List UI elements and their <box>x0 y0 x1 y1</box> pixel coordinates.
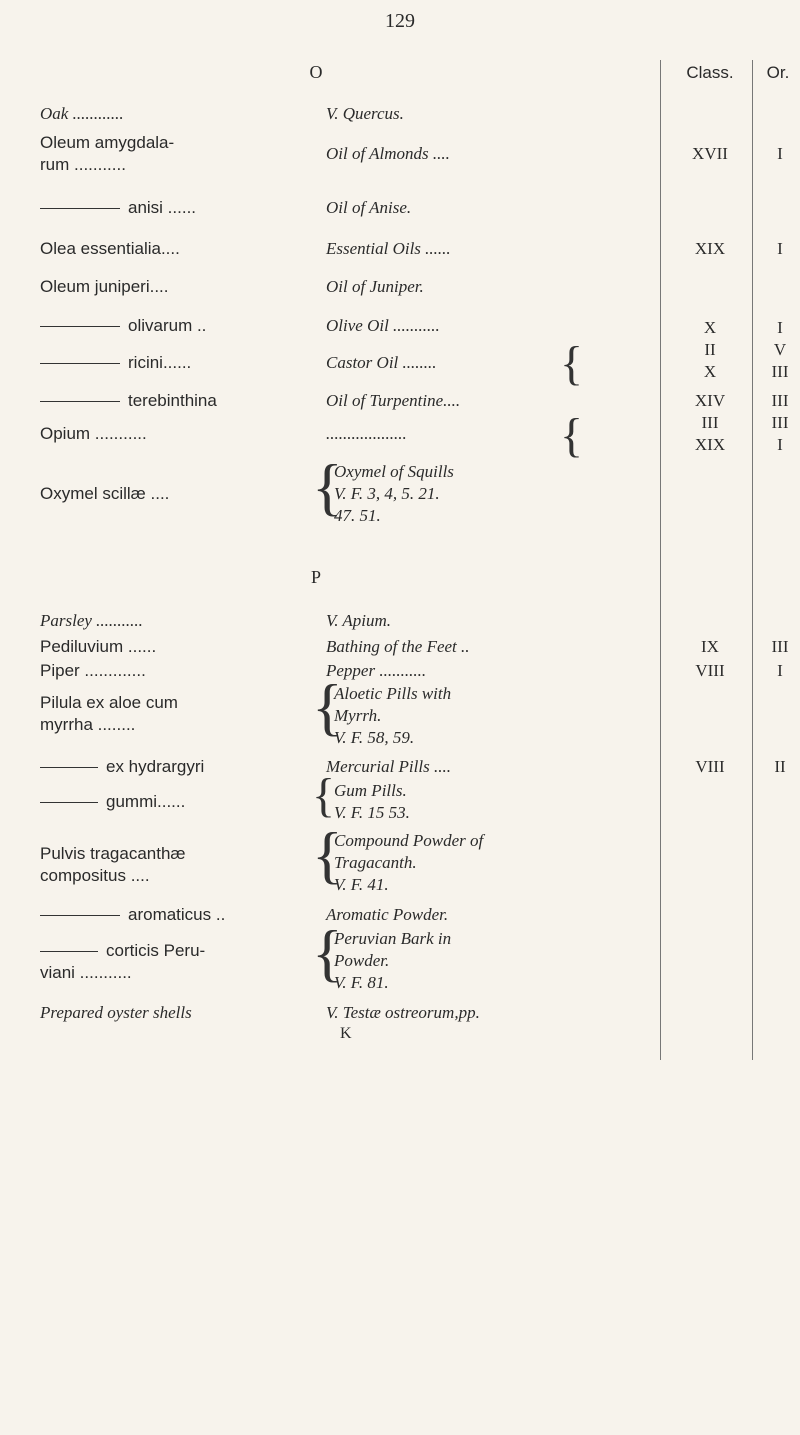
brace-icon: { <box>312 819 343 890</box>
page-number: 129 <box>385 10 415 32</box>
latin-name-text: anisi ...... <box>128 198 197 217</box>
latin-name: Oxymel scillæ .... <box>40 484 170 503</box>
column-rule-order <box>752 60 753 1060</box>
brace-icon: { <box>560 409 584 462</box>
english-name: Olive Oil ........... <box>326 316 440 335</box>
english-name: Oxymel of Squills V. F. 3, 4, 5. 21. 47. 51. <box>334 462 454 525</box>
latin-name: Olea essentialia.... <box>40 239 180 258</box>
english-name: Bathing of the Feet .. <box>326 637 470 656</box>
class-value: X <box>703 318 717 337</box>
class-value: IX <box>701 637 719 656</box>
latin-name: Pediluvium ...... <box>40 637 157 656</box>
brace-icon: { <box>312 671 343 742</box>
latin-name: Pulvis tragacanthæ compositus .... <box>40 844 186 885</box>
class-value: VIII <box>695 757 725 776</box>
order-value: III <box>771 391 789 410</box>
english-name: Oil of Juniper. <box>326 277 424 296</box>
latin-name-text: aromaticus .. <box>128 905 226 924</box>
english-name: Aromatic Powder. <box>326 905 449 924</box>
english-name: V. Testæ ostreorum,pp. <box>326 1003 480 1022</box>
english-name: Oil of Turpentine.... <box>326 391 461 410</box>
class-value: XIX <box>694 239 726 258</box>
class-value: VIII <box>695 661 725 680</box>
latin-name <box>40 756 320 778</box>
brace-icon: { <box>312 917 343 988</box>
class-value: III XIX <box>694 413 726 454</box>
english-name: Mercurial Pills .... <box>326 757 451 776</box>
english-name: Peruvian Bark in Powder. V. F. 81. <box>334 929 452 992</box>
latin-name: Piper ............. <box>40 661 146 680</box>
latin-name-text: terebinthina <box>128 391 217 410</box>
english-name: Essential Oils ...... <box>326 239 451 258</box>
english-name: ................... <box>326 424 407 443</box>
latin-name-text: gummi...... <box>106 792 186 811</box>
latin-name <box>40 390 320 412</box>
order-header: Or. <box>766 63 790 82</box>
latin-name: Parsley ........... <box>40 611 143 630</box>
english-name: Oil of Anise. <box>326 198 412 217</box>
latin-name <box>40 904 320 926</box>
latin-name-text: corticis Peru- viani ........... <box>40 941 206 982</box>
order-value: II <box>774 757 786 776</box>
latin-name <box>40 352 320 374</box>
latin-name: Opium ........... <box>40 424 147 443</box>
brace-icon: { <box>560 337 584 390</box>
latin-name: Pilula ex aloe cum myrrha ........ <box>40 693 178 734</box>
latin-name-text: ricini...... <box>128 353 192 372</box>
english-name: Gum Pills. V. F. 15 53. <box>334 781 410 822</box>
latin-name: Oleum amygdala- rum ........... <box>40 133 175 174</box>
class-header: Class. <box>686 63 734 82</box>
english-name: V. Quercus. <box>326 104 404 123</box>
latin-name <box>40 791 320 813</box>
english-name: Oil of Almonds .... <box>326 144 450 163</box>
class-value: XIV <box>694 391 726 410</box>
latin-name-text: ex hydrargyri <box>106 757 205 776</box>
latin-name: Oak ............ <box>40 104 124 123</box>
order-value: III I <box>771 413 789 454</box>
order-value: I <box>777 661 783 680</box>
catchword: K <box>340 1025 352 1042</box>
english-name: Aloetic Pills with Myrrh. V. F. 58, 59. <box>334 684 452 747</box>
class-value: XVII <box>692 144 728 163</box>
english-name: Castor Oil ........ <box>326 353 437 372</box>
order-value: I <box>777 318 783 337</box>
english-name: V. Apium. <box>326 611 392 630</box>
order-value: III <box>771 637 789 656</box>
column-rule-class <box>660 60 661 1060</box>
order-value: V III <box>771 340 789 381</box>
latin-name: Oleum juniperi.... <box>40 277 169 296</box>
latin-name <box>40 940 320 984</box>
latin-name-text: olivarum .. <box>128 316 207 335</box>
english-name: Pepper ........... <box>326 661 427 680</box>
latin-name <box>40 315 320 337</box>
latin-name <box>40 197 320 219</box>
brace-icon: { <box>312 769 336 822</box>
order-value: I <box>777 144 783 163</box>
class-value: II X <box>703 340 717 381</box>
english-name: Compound Powder of Tragacanth. V. F. 41. <box>334 831 484 894</box>
brace-icon: { <box>312 451 343 522</box>
section-heading-o: O <box>309 62 323 82</box>
latin-name: Prepared oyster shells <box>40 1003 192 1022</box>
section-heading-p: P <box>310 567 321 587</box>
order-value: I <box>777 239 783 258</box>
